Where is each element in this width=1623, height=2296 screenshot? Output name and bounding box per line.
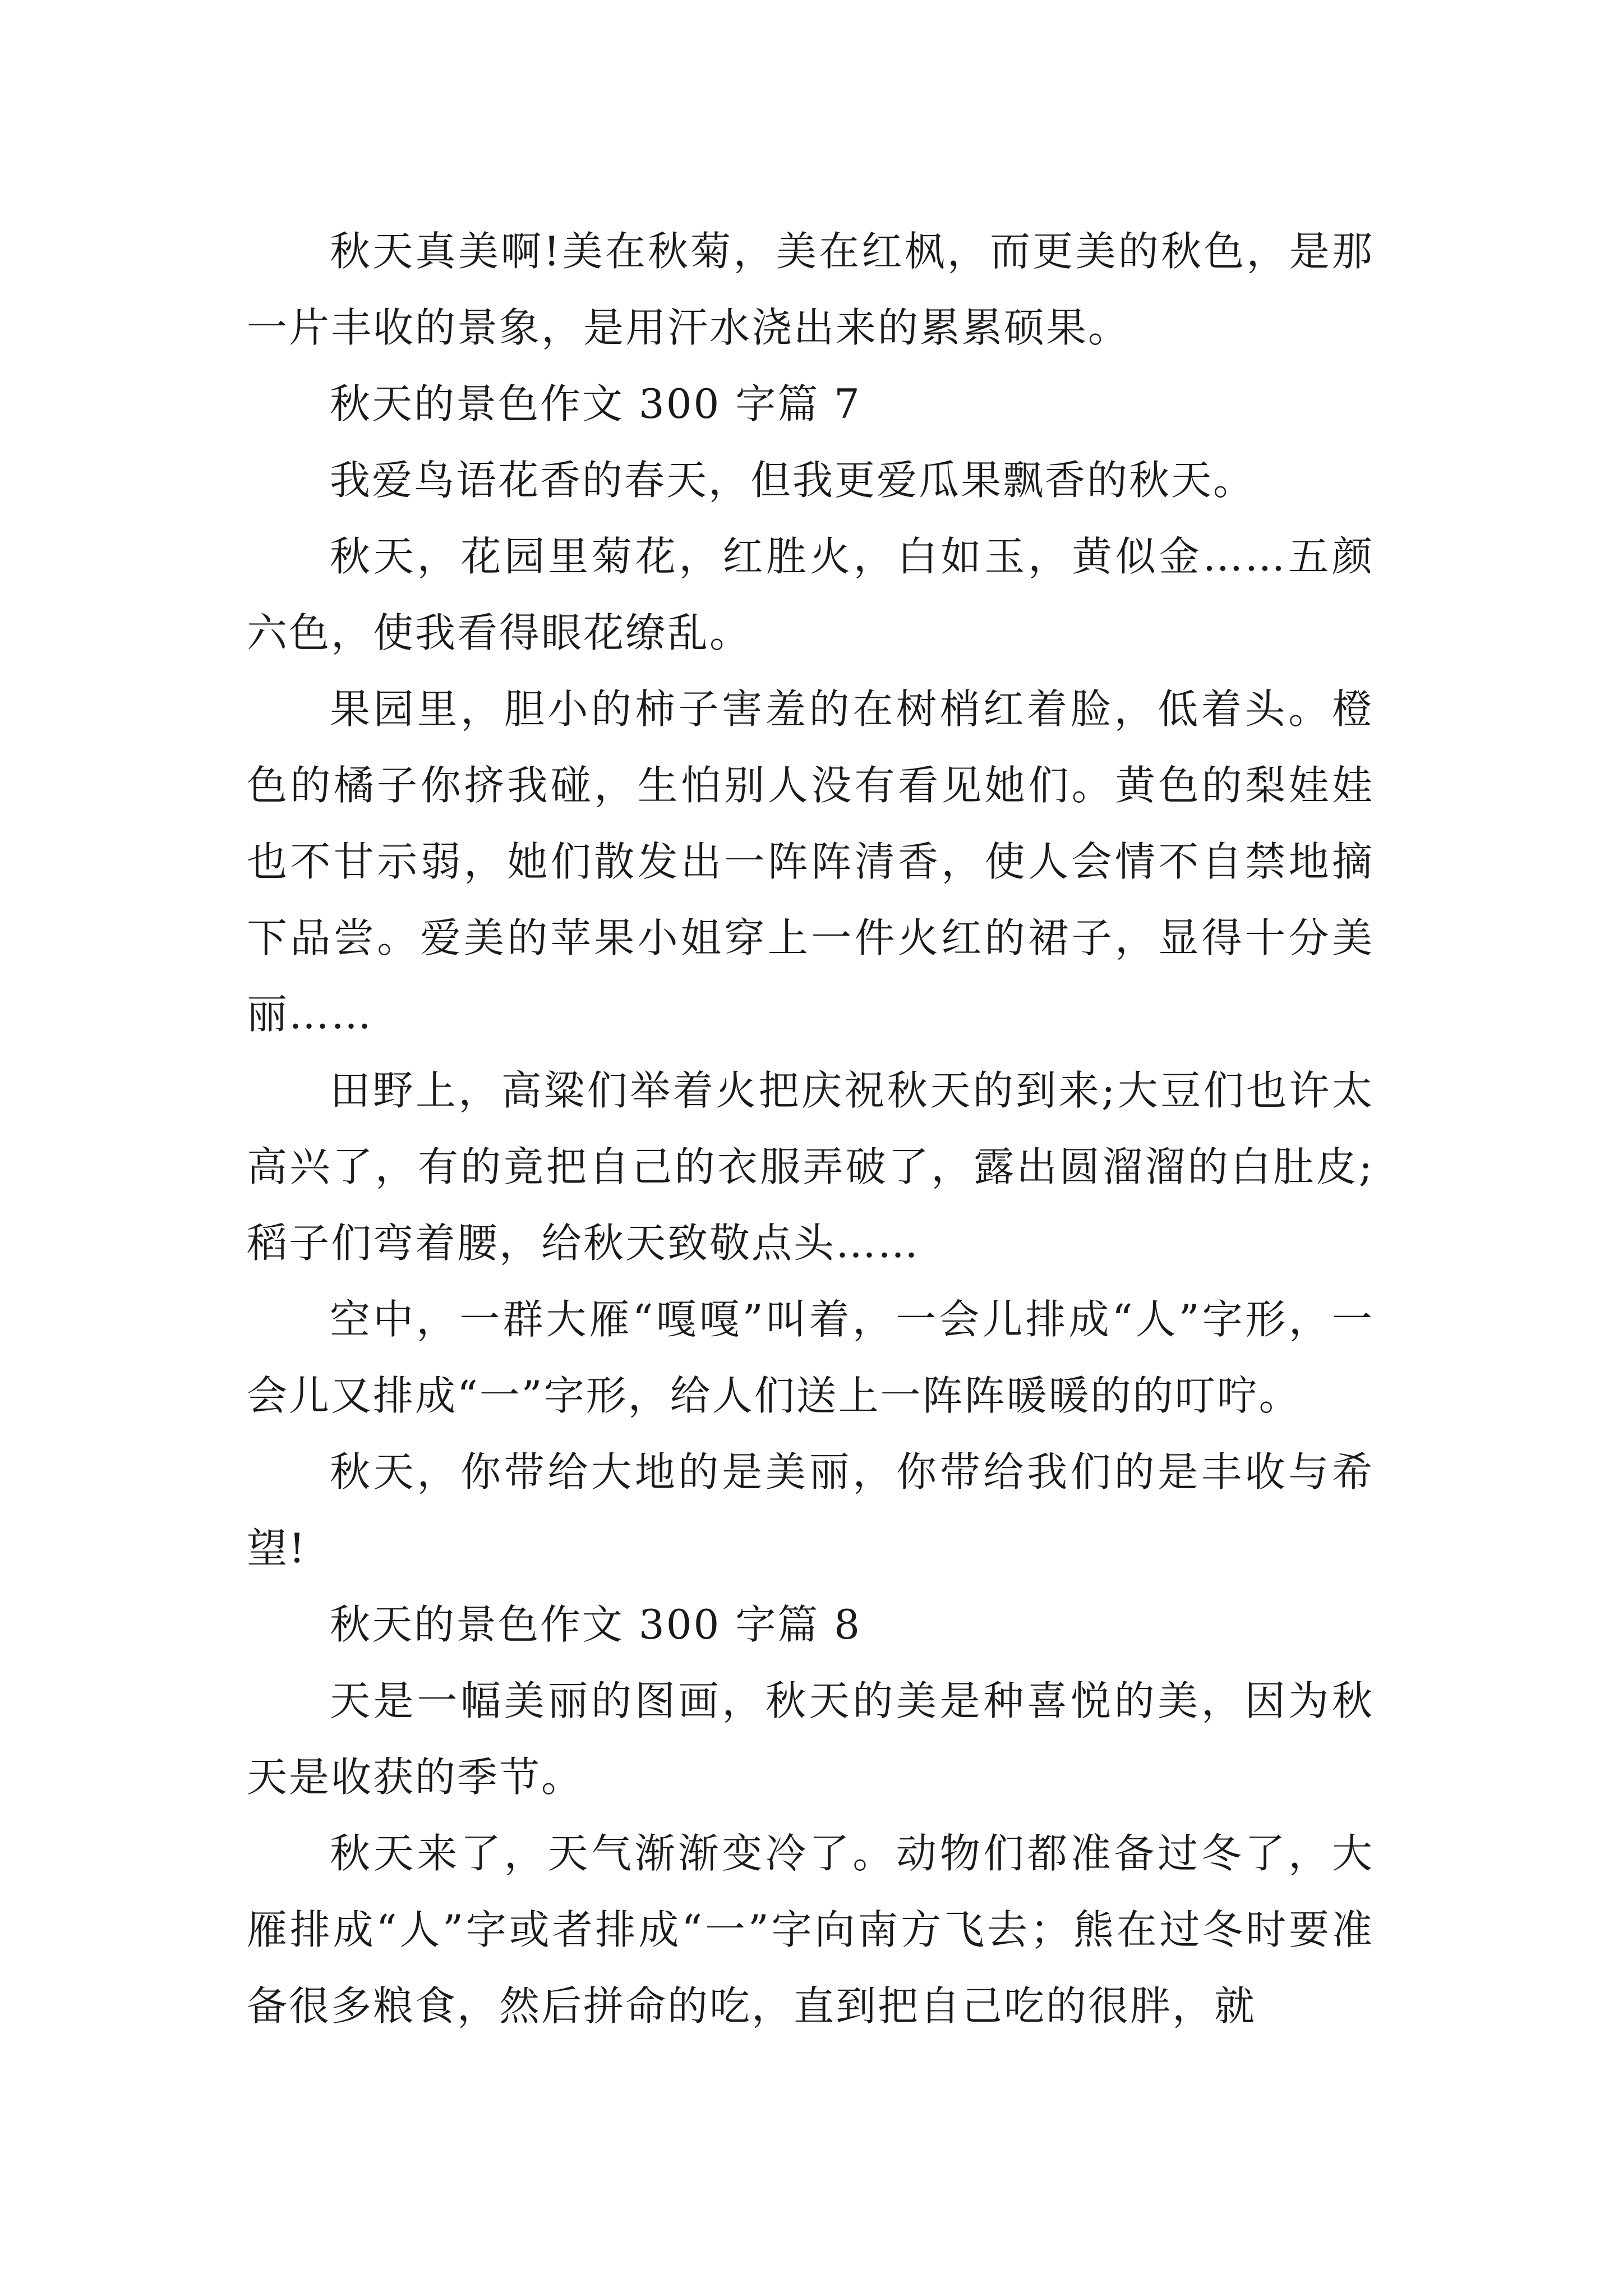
paragraph: 秋天，花园里菊花，红胜火，白如玉，黄似金……五颜六色，使我看得眼花缭乱。 bbox=[247, 533, 1374, 656]
section-heading: 秋天的景色作文 300 字篇 8 bbox=[330, 1601, 861, 1648]
paragraph: 秋天真美啊!美在秋菊，美在红枫，而更美的秋色，是那一片丰收的景象，是用汗水浇出来的累累硕果。 bbox=[247, 228, 1374, 351]
paragraph: 果园里，胆小的柿子害羞的在树梢红着脸，低着头。橙色的橘子你挤我碰，生怕别人没有看见她们。黄色的梨娃娃也不甘示弱，她们散发出一阵阵清香，使人会情不自禁地摘下品尝。爱美的苹果小姐穿上一件火红的裙子，显得十分美丽…… bbox=[247, 685, 1374, 1038]
document-body bbox=[247, 213, 1374, 2044]
paragraph: 我爱鸟语花香的春天，但我更爱瓜果飘香的秋天。 bbox=[330, 457, 1256, 504]
paragraph: 秋天来了，天气渐渐变冷了。动物们都准备过冬了，大雁排成“人”字或者排成“一”字向南方飞去；熊在过冬时要准备很多粮食，然后拼命的吃，直到把自己吃的很胖，就 bbox=[247, 1830, 1374, 2030]
paragraph: 空中，一群大雁“嘎嘎”叫着，一会儿排成“人”字形，一会儿又排成“一”字形，给人们送上一阵阵暖暖的的叮咛。 bbox=[247, 1296, 1374, 1419]
paragraph: 天是一幅美丽的图画，秋天的美是种喜悦的美，因为秋天是收获的季节。 bbox=[247, 1677, 1374, 1801]
section-heading: 秋天的景色作文 300 字篇 7 bbox=[330, 380, 861, 427]
paragraph: 田野上，高粱们举着火把庆祝秋天的到来;大豆们也许太高兴了，有的竟把自己的衣服弄破了，露出圆溜溜的白肚皮;稻子们弯着腰，给秋天致敬点头…… bbox=[247, 1067, 1374, 1267]
paragraph: 秋天，你带给大地的是美丽，你带给我们的是丰收与希望! bbox=[247, 1448, 1374, 1572]
